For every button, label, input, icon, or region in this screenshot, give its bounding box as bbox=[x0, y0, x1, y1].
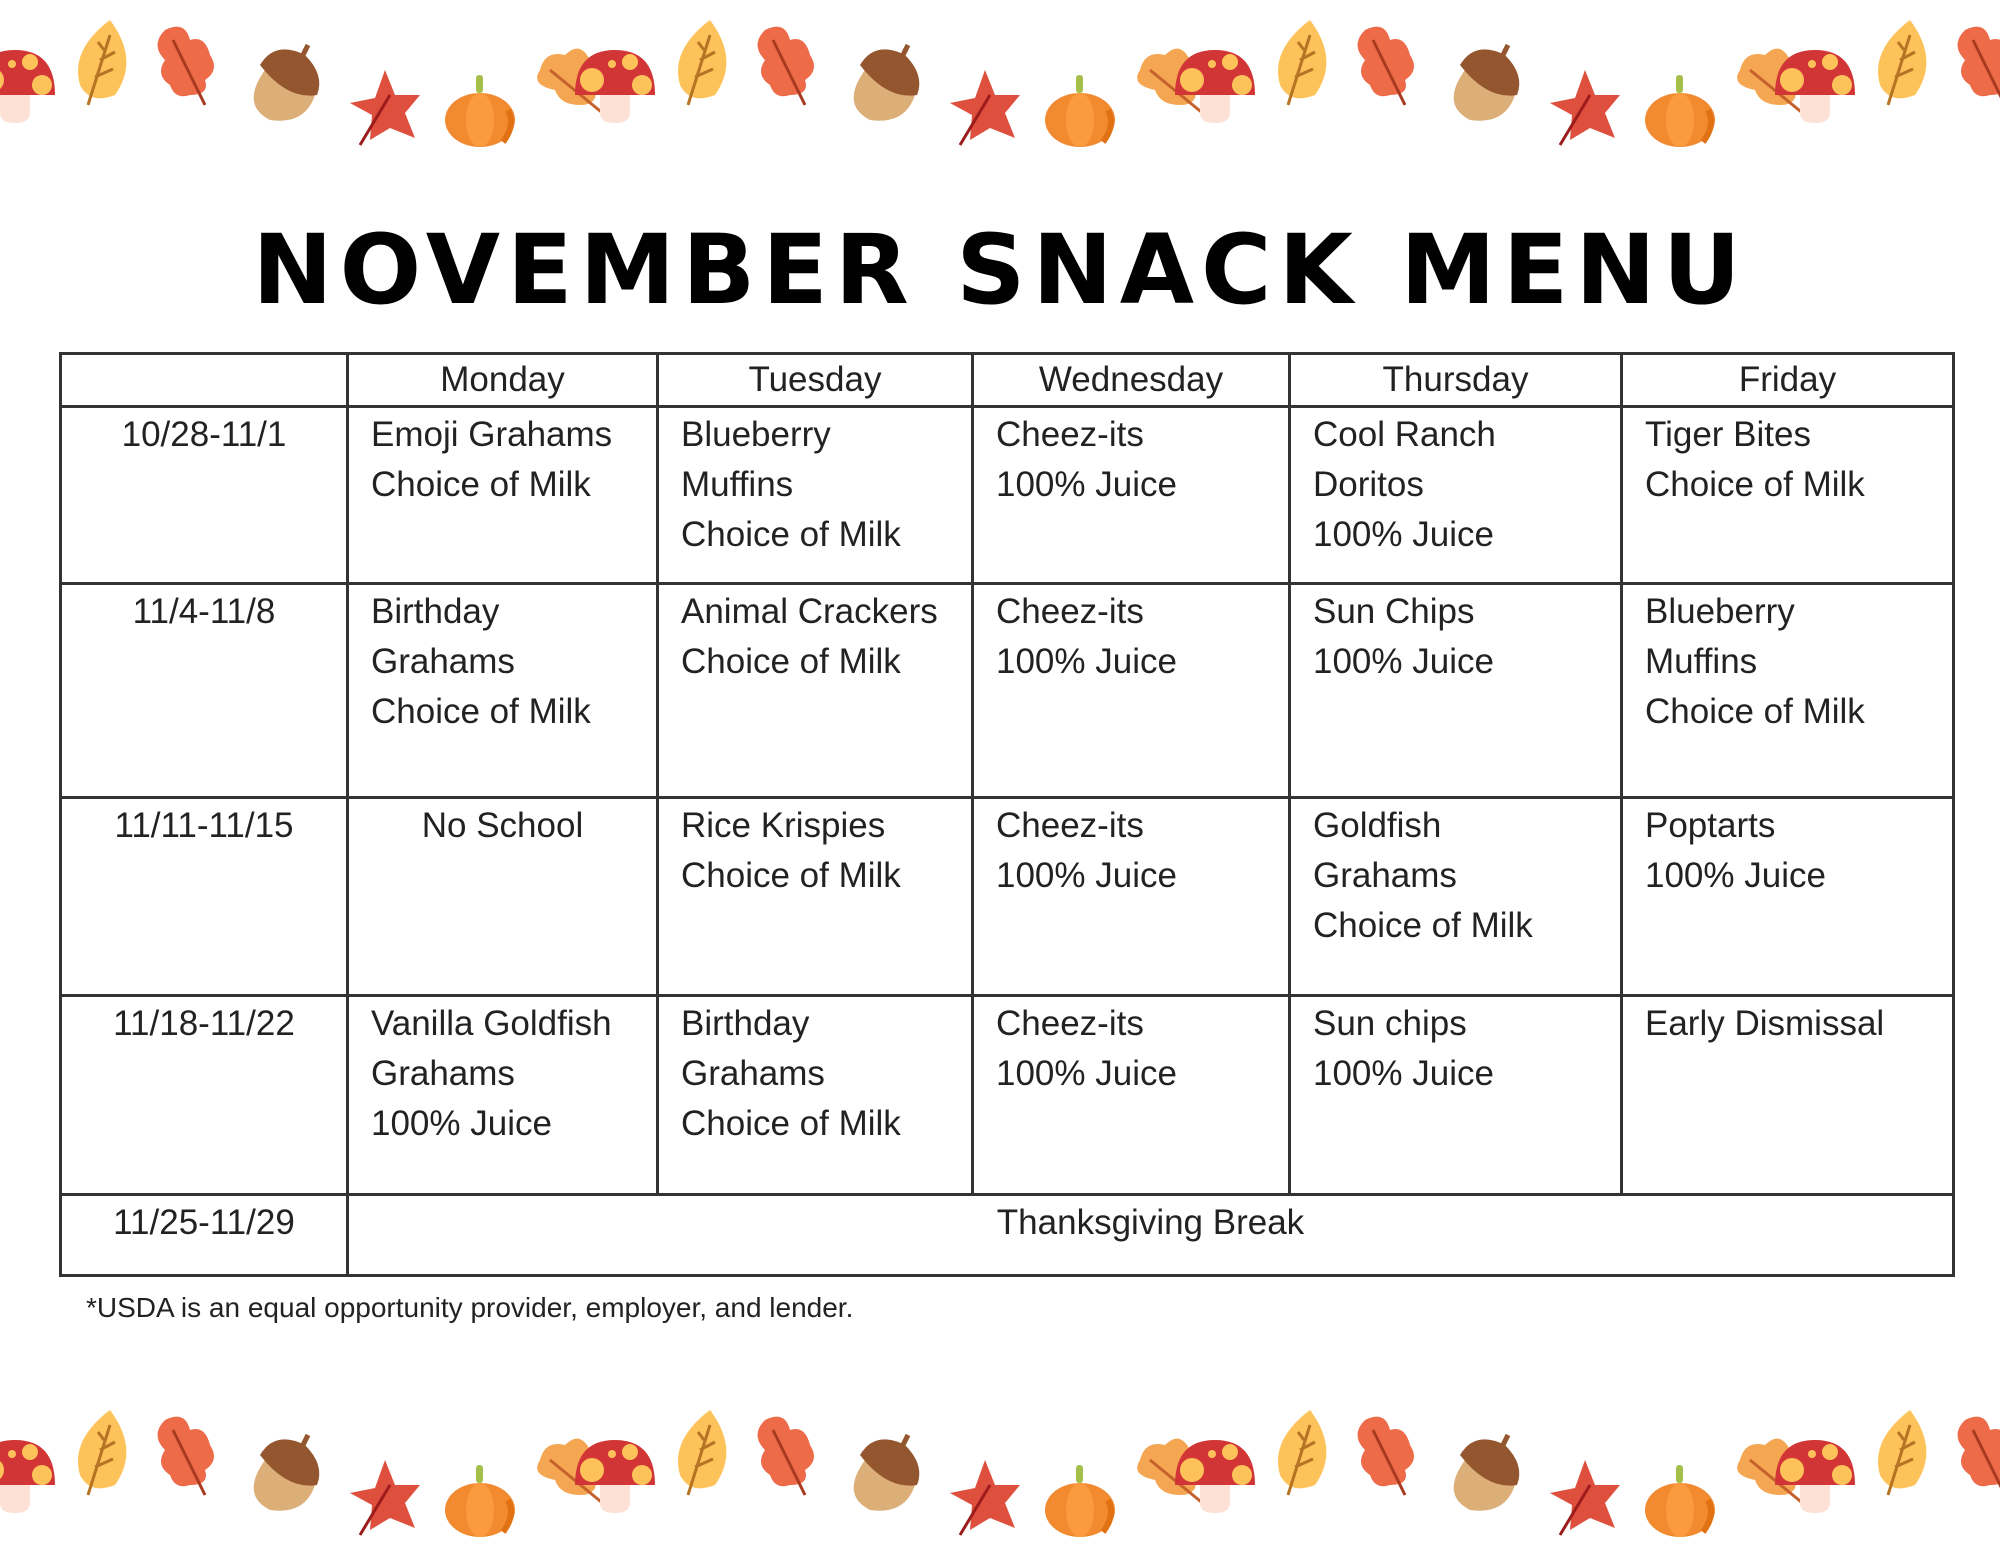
maple-icon bbox=[345, 1455, 425, 1545]
menu-item: Muffins bbox=[1645, 642, 1758, 681]
menu-cell bbox=[658, 584, 973, 798]
menu-item: Doritos bbox=[1313, 465, 1424, 504]
autumn-border-top bbox=[0, 0, 2000, 170]
menu-item: 100% Juice bbox=[996, 465, 1177, 504]
pumpkin-icon bbox=[1640, 1460, 1720, 1545]
menu-cell bbox=[348, 407, 658, 584]
maple-icon bbox=[945, 1455, 1025, 1545]
header-thursday: Thursday bbox=[1290, 354, 1622, 407]
acorn-icon bbox=[1445, 40, 1525, 130]
menu-item: 100% Juice bbox=[371, 1104, 552, 1143]
menu-item: Choice of Milk bbox=[1645, 692, 1865, 731]
menu-item: Early Dismissal bbox=[1645, 1004, 1885, 1043]
pumpkin-icon bbox=[440, 1460, 520, 1545]
week-row bbox=[61, 407, 1954, 584]
menu-item: 100% Juice bbox=[996, 1054, 1177, 1093]
header-friday: Friday bbox=[1622, 354, 1954, 407]
menu-item: Grahams bbox=[681, 1054, 825, 1093]
header-tuesday: Tuesday bbox=[658, 354, 973, 407]
week-dates: 11/11-11/15 bbox=[61, 798, 348, 996]
menu-item: Vanilla Goldfish bbox=[371, 1004, 612, 1043]
acorn-icon bbox=[845, 40, 925, 130]
menu-item: Grahams bbox=[1313, 856, 1457, 895]
header-monday: Monday bbox=[348, 354, 658, 407]
menu-item: Emoji Grahams bbox=[371, 415, 613, 454]
menu-cell bbox=[1622, 407, 1954, 584]
menu-item: Cool Ranch bbox=[1313, 415, 1496, 454]
leaf-yellow-icon bbox=[70, 1405, 140, 1505]
mushroom-icon bbox=[0, 40, 60, 135]
menu-item: Choice of Milk bbox=[681, 642, 901, 681]
leaf-red-icon bbox=[755, 20, 825, 115]
pumpkin-icon bbox=[1040, 70, 1120, 155]
menu-item: Rice Krispies bbox=[681, 806, 886, 845]
maple-icon bbox=[345, 65, 425, 155]
week-row bbox=[61, 1195, 1954, 1276]
menu-cell bbox=[1290, 996, 1622, 1195]
menu-item: Tiger Bites bbox=[1645, 415, 1811, 454]
menu-cell bbox=[1290, 584, 1622, 798]
menu-cell bbox=[1622, 996, 1954, 1195]
menu-item: Choice of Milk bbox=[681, 1104, 901, 1143]
leaf-yellow-icon bbox=[70, 15, 140, 115]
leaf-yellow-icon bbox=[1270, 1405, 1340, 1505]
leaf-yellow-icon bbox=[1870, 15, 1940, 115]
menu-item: Blueberry bbox=[1645, 592, 1795, 631]
menu-item: Poptarts bbox=[1645, 806, 1776, 845]
mushroom-icon bbox=[1770, 1430, 1860, 1525]
leaf-red-icon bbox=[1355, 1410, 1425, 1505]
leaf-yellow-icon bbox=[1270, 15, 1340, 115]
menu-item: Sun chips bbox=[1313, 1004, 1467, 1043]
header-wednesday: Wednesday bbox=[973, 354, 1290, 407]
pumpkin-icon bbox=[440, 70, 520, 155]
leaf-yellow-icon bbox=[670, 1405, 740, 1505]
menu-item: Muffins bbox=[681, 465, 794, 504]
leaf-red-icon bbox=[1955, 1410, 2000, 1505]
menu-item: Cheez-its bbox=[996, 592, 1144, 631]
menu-item: Animal Crackers bbox=[681, 592, 938, 631]
menu-item: Grahams bbox=[371, 1054, 515, 1093]
header-row bbox=[61, 354, 1954, 407]
week-dates: 10/28-11/1 bbox=[61, 407, 348, 584]
menu-item: 100% Juice bbox=[1313, 515, 1494, 554]
menu-cell bbox=[973, 798, 1290, 996]
week-row bbox=[61, 996, 1954, 1195]
menu-cell bbox=[658, 798, 973, 996]
menu-item: Birthday bbox=[681, 1004, 810, 1043]
menu-item: Goldfish bbox=[1313, 806, 1442, 845]
pumpkin-icon bbox=[1040, 1460, 1120, 1545]
menu-item: Cheez-its bbox=[996, 415, 1144, 454]
menu-cell bbox=[348, 996, 658, 1195]
break-cell: Thanksgiving Break bbox=[348, 1195, 1954, 1276]
leaf-red-icon bbox=[155, 1410, 225, 1505]
leaf-yellow-icon bbox=[670, 15, 740, 115]
menu-cell bbox=[1622, 584, 1954, 798]
menu-item: 100% Juice bbox=[1645, 856, 1826, 895]
menu-item: Choice of Milk bbox=[1645, 465, 1865, 504]
leaf-red-icon bbox=[155, 20, 225, 115]
menu-item: Choice of Milk bbox=[681, 856, 901, 895]
week-dates: 11/4-11/8 bbox=[61, 584, 348, 798]
menu-cell bbox=[973, 407, 1290, 584]
menu-cell bbox=[973, 584, 1290, 798]
leaf-red-icon bbox=[1955, 20, 2000, 115]
week-dates: 11/25-11/29 bbox=[61, 1195, 348, 1276]
menu-cell bbox=[1290, 798, 1622, 996]
mushroom-icon bbox=[1170, 1430, 1260, 1525]
menu-item: Blueberry bbox=[681, 415, 831, 454]
maple-icon bbox=[1545, 1455, 1625, 1545]
menu-item: Cheez-its bbox=[996, 806, 1144, 845]
header-blank bbox=[61, 354, 348, 407]
menu-cell bbox=[1622, 798, 1954, 996]
menu-item: Choice of Milk bbox=[371, 692, 591, 731]
menu-item: Birthday bbox=[371, 592, 500, 631]
acorn-icon bbox=[245, 40, 325, 130]
menu-item: 100% Juice bbox=[996, 856, 1177, 895]
menu-item: 100% Juice bbox=[1313, 1054, 1494, 1093]
week-row bbox=[61, 798, 1954, 996]
mushroom-icon bbox=[570, 1430, 660, 1525]
menu-cell bbox=[348, 798, 658, 996]
menu-cell bbox=[658, 996, 973, 1195]
menu-cell bbox=[973, 996, 1290, 1195]
acorn-icon bbox=[245, 1430, 325, 1520]
acorn-icon bbox=[845, 1430, 925, 1520]
week-dates: 11/18-11/22 bbox=[61, 996, 348, 1195]
menu-item: Choice of Milk bbox=[1313, 906, 1533, 945]
menu-item: Sun Chips bbox=[1313, 592, 1475, 631]
menu-item: Choice of Milk bbox=[681, 515, 901, 554]
menu-cell bbox=[658, 407, 973, 584]
menu-item: 100% Juice bbox=[1313, 642, 1494, 681]
leaf-red-icon bbox=[755, 1410, 825, 1505]
menu-item: Cheez-its bbox=[996, 1004, 1144, 1043]
menu-item: Choice of Milk bbox=[371, 465, 591, 504]
maple-icon bbox=[1545, 65, 1625, 155]
leaf-red-icon bbox=[1355, 20, 1425, 115]
pumpkin-icon bbox=[1640, 70, 1720, 155]
leaf-yellow-icon bbox=[1870, 1405, 1940, 1505]
snack-menu-table bbox=[59, 352, 1955, 1277]
menu-item: Grahams bbox=[371, 642, 515, 681]
menu-cell bbox=[1290, 407, 1622, 584]
week-row bbox=[61, 584, 1954, 798]
menu-item: 100% Juice bbox=[996, 642, 1177, 681]
acorn-icon bbox=[1445, 1430, 1525, 1520]
usda-footnote: *USDA is an equal opportunity provider, employer, and lender. bbox=[86, 1292, 854, 1323]
menu-cell bbox=[348, 584, 658, 798]
menu-item: No School bbox=[421, 806, 584, 845]
mushroom-icon bbox=[0, 1430, 60, 1525]
maple-icon bbox=[945, 65, 1025, 155]
mushroom-icon bbox=[1170, 40, 1260, 135]
mushroom-icon bbox=[570, 40, 660, 135]
page-title: NOVEMBER SNACK MENU bbox=[252, 214, 1748, 326]
mushroom-icon bbox=[1770, 40, 1860, 135]
autumn-border-bottom bbox=[0, 1380, 2000, 1550]
